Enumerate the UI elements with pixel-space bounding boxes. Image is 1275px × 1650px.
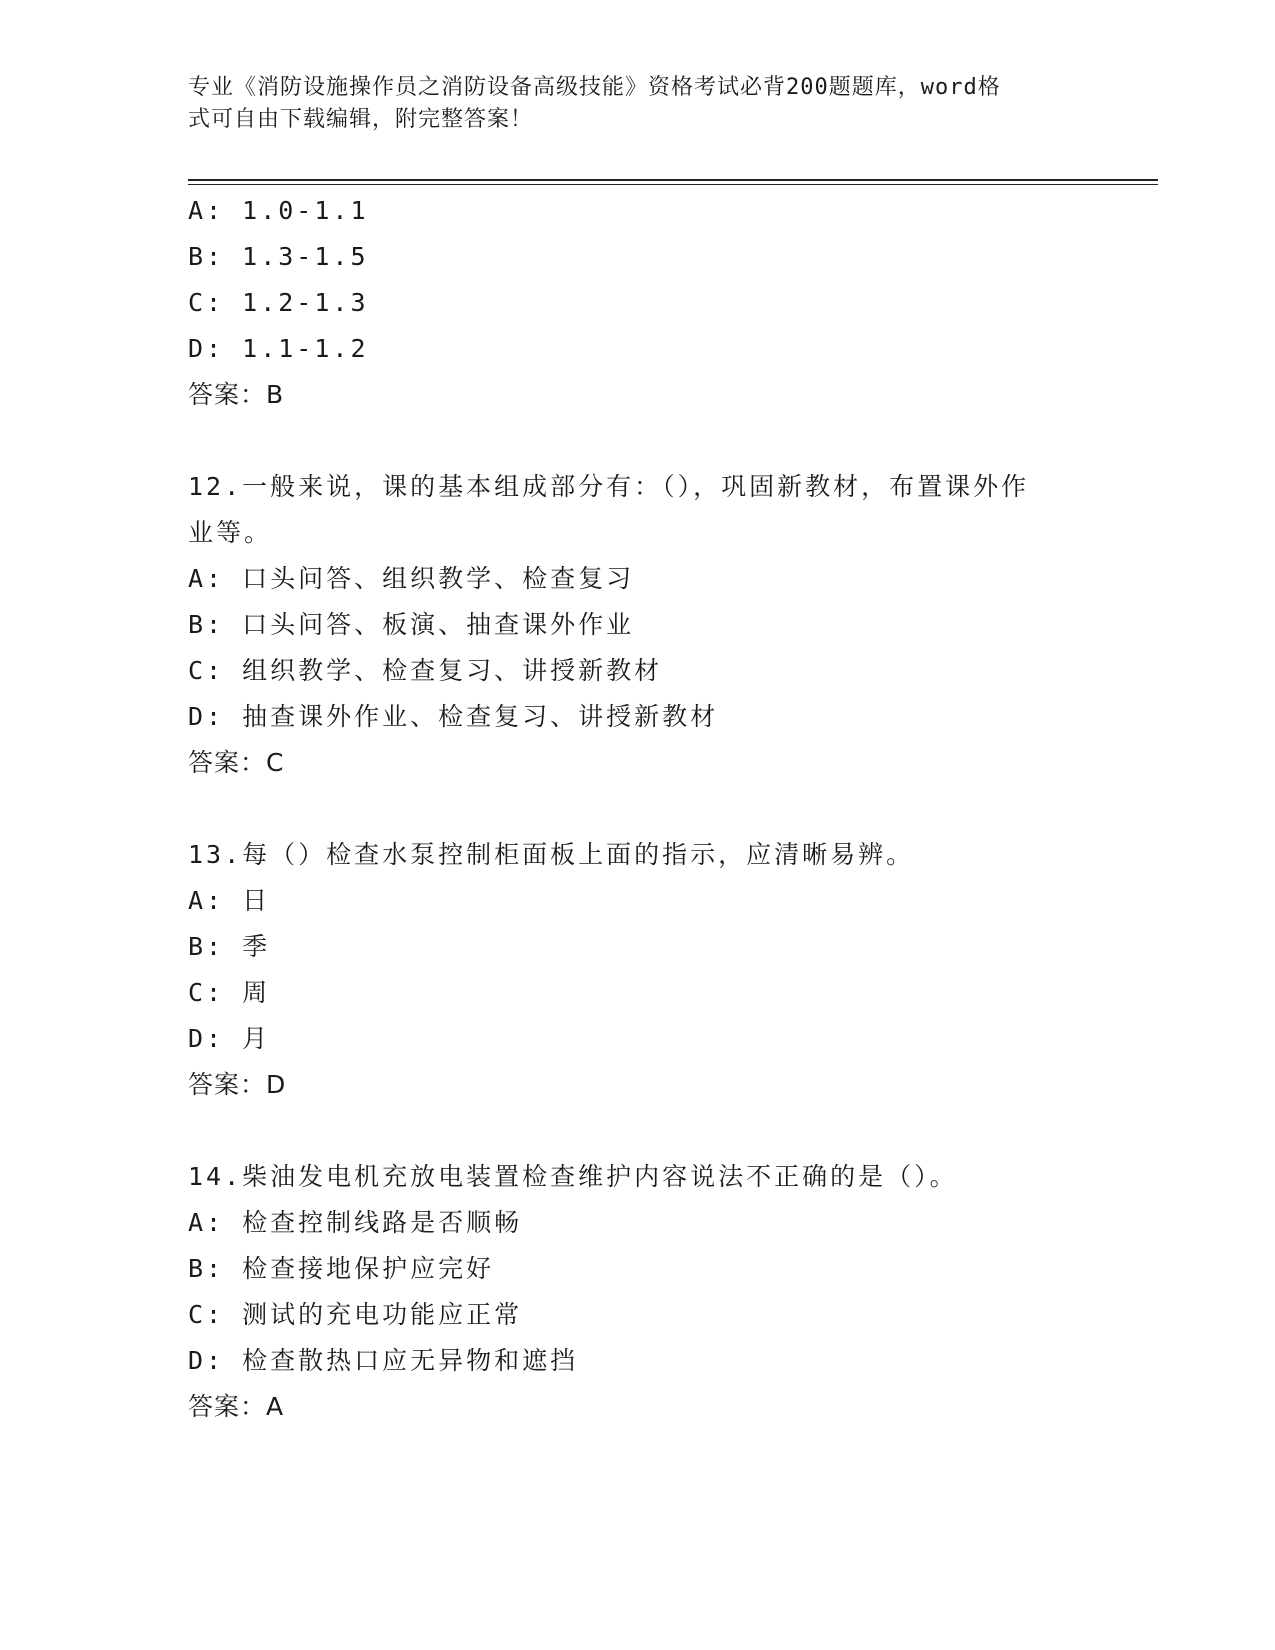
header-divider [188, 179, 1158, 185]
header-line-2: 式可自由下载编辑，附完整答案！ [188, 107, 534, 132]
option-b: B: 1.3-1.5 [188, 242, 369, 271]
option-b: B: 口头问答、板演、抽查课外作业 [188, 610, 635, 639]
spacer [188, 786, 1138, 832]
option-c: C: 测试的充电功能应正常 [188, 1300, 523, 1329]
option-a: A: 口头问答、组织教学、检查复习 [188, 564, 635, 593]
spacer [188, 1108, 1138, 1154]
question-stem-continued: 业等。 [188, 518, 273, 547]
question-stem: 13.每（）检查水泵控制柜面板上面的指示，应清晰易辨。 [188, 840, 915, 869]
question-13 [188, 832, 1138, 1108]
answer-line: 答案：C [188, 748, 285, 777]
question-list [188, 188, 1138, 1430]
option-a: A: 检查控制线路是否顺畅 [188, 1208, 523, 1237]
option-d: D: 检查散热口应无异物和遮挡 [188, 1346, 579, 1375]
question-14 [188, 1154, 1138, 1430]
option-a: A: 1.0-1.1 [188, 196, 369, 225]
question-12 [188, 464, 1138, 786]
option-b: B: 检查接地保护应完好 [188, 1254, 495, 1283]
question-stem: 12.一般来说，课的基本组成部分有：（），巩固新教材，布置课外作 [188, 472, 1030, 501]
answer-line: 答案：B [188, 380, 285, 409]
option-a: A: 日 [188, 886, 271, 915]
option-d: D: 1.1-1.2 [188, 334, 369, 363]
header-line-1: 专业《消防设施操作员之消防设备高级技能》资格考试必背200题题库，word格 [188, 75, 1001, 100]
question-11-continued [188, 188, 1138, 418]
option-c: C: 1.2-1.3 [188, 288, 369, 317]
option-d: D: 月 [188, 1024, 271, 1053]
answer-line: 答案：A [188, 1392, 285, 1421]
answer-line: 答案：D [188, 1070, 287, 1099]
option-c: C: 周 [188, 978, 271, 1007]
spacer [188, 418, 1138, 464]
document-header [188, 72, 1088, 136]
option-c: C: 组织教学、检查复习、讲授新教材 [188, 656, 663, 685]
option-d: D: 抽查课外作业、检查复习、讲授新教材 [188, 702, 719, 731]
question-stem: 14.柴油发电机充放电装置检查维护内容说法不正确的是（）。 [188, 1162, 958, 1191]
option-b: B: 季 [188, 932, 271, 961]
